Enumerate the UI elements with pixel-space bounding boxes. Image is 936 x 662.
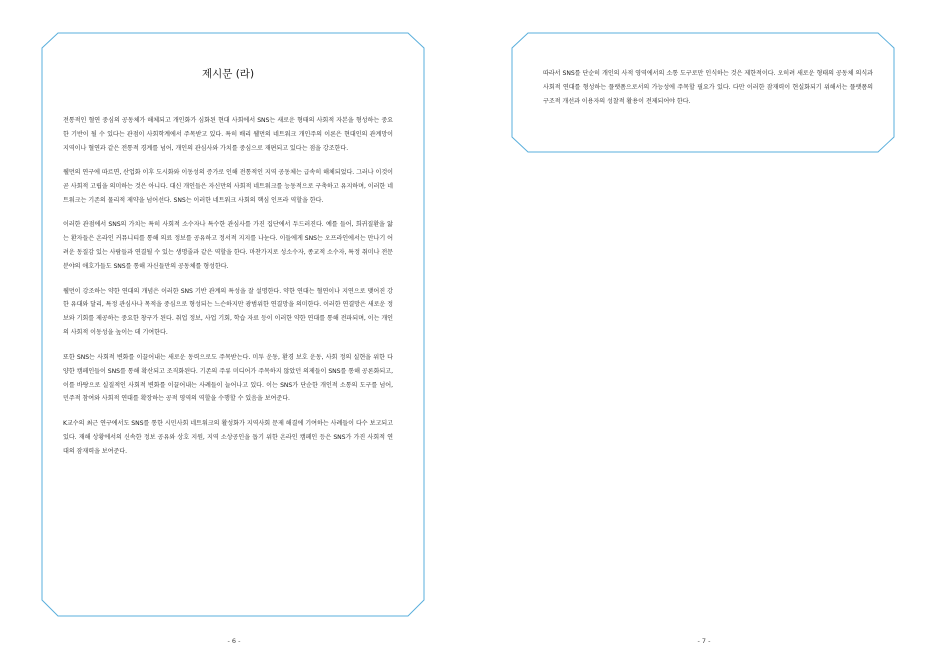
right-page-content bbox=[543, 67, 873, 109]
paragraph-2: 웰먼의 연구에 따르면, 산업화 이후 도시화와 이동성의 증가로 인해 전통적인 지역 공동체는 급속히 해체되었다. 그러나 이것이 곧 사회적 고립을 의미하는 것은 아니다. 대신 개인들은 자신만의 사회적 네트워크를 능동적으로 구축하고 유지하며, 이러한 네트워크는 기존의 물리적 제약을 넘어선다. SNS는 이러한 네트워크 사회의 핵심 인프라 역할을 한다. bbox=[63, 169, 393, 205]
paragraph-3: 이러한 관점에서 SNS의 가치는 특히 사회적 소수자나 특수한 관심사를 가진 집단에서 두드러진다. 예를 들어, 희귀질환을 앓는 환자들은 온라인 커뮤니티를 통해 의료 정보를 공유하고 정서적 지지를 나눈다. 이들에게 SNS는 오프라인에서는 만나기 어려운 동질감 있는 사람들과 연결될 수 있는 생명줄과 같은 역할을 한다. 마찬가지로 성소수자, 종교적 소수자, 특정 취미나 전문 분야의 애호가들도 SNS를 통해 자신들만의 공동체를 형성한다. bbox=[63, 221, 393, 271]
paragraph-1: 전통적인 혈연 중심의 공동체가 해체되고 개인화가 심화된 현대 사회에서 SNS는 새로운 형태의 사회적 자본을 형성하는 중요한 기반이 될 수 있다는 관점이 사회학계에서 주목받고 있다. 특히 배리 웰먼의 네트워크 개인주의 이론은 현대인의 관계망이 지역이나 혈연과 같은 전통적 경계를 넘어, 개인의 관심사와 가치를 중심으로 재편되고 있다는 점을 강조한다. bbox=[63, 117, 393, 152]
paragraph-6: K교수의 최근 연구에서도 SNS를 통한 시민사회 네트워크의 활성화가 지역사회 문제 해결에 기여하는 사례들이 다수 보고되고 있다. 재해 상황에서의 신속한 정보 공유와 상호 지원, 지역 소상공인을 돕기 위한 온라인 캠페인 등은 SNS가 가진 사회적 연대의 잠재력을 보여준다. bbox=[63, 419, 393, 455]
right-paragraph: 따라서 SNS를 단순히 개인의 사적 영역에서의 소통 도구로만 인식하는 것은 제한적이다. 오히려 새로운 형태의 공동체 의식과 사회적 연대를 형성하는 플랫폼으로서의 가능성에 주목할 필요가 있다. 다만 이러한 잠재력이 현실화되기 위해서는 플랫폼의 구조적 개선과 이용자의 성찰적 활용이 전제되어야 한다. bbox=[543, 70, 873, 105]
left-page-content bbox=[63, 66, 393, 469]
page-number-right: - 7 - bbox=[697, 637, 711, 645]
paragraph-4: 웰먼이 강조하는 약한 연대의 개념은 이러한 SNS 기반 관계의 특성을 잘 설명한다. 약한 연대는 혈연이나 지연으로 맺어진 강한 유대와 달리, 특정 관심사나 목적을 중심으로 형성되는 느슨하지만 광범위한 연결망을 의미한다. 이러한 연결망은 새로운 정보와 기회를 제공하는 중요한 창구가 된다. 취업 정보, 사업 기회, 학습 자료 등이 이러한 약한 연대를 통해 전파되며, 이는 개인의 사회적 이동성을 높이는 데 기여한다. bbox=[63, 287, 393, 337]
page-title: 제시문 (라) bbox=[201, 68, 255, 80]
page-number-left: - 6 - bbox=[227, 637, 241, 645]
paragraph-5: 또한 SNS는 사회적 변화를 이끌어내는 새로운 동력으로도 주목받는다. 미투 운동, 환경 보호 운동, 사회 정의 실현을 위한 다양한 캠페인들이 SNS를 통해 확산되고 조직화된다. 기존의 주류 미디어가 주목하지 않았던 의제들이 SNS를 통해 공론화되고, 이를 바탕으로 실질적인 사회적 변화를 이끌어내는 사례들이 늘어나고 있다. 이는 SNS가 단순한 개인적 소통의 도구를 넘어, 민주적 참여와 사회적 연대를 확장하는 공적 영역의 역할을 수행할 수 있음을 보여준다. bbox=[63, 353, 393, 403]
